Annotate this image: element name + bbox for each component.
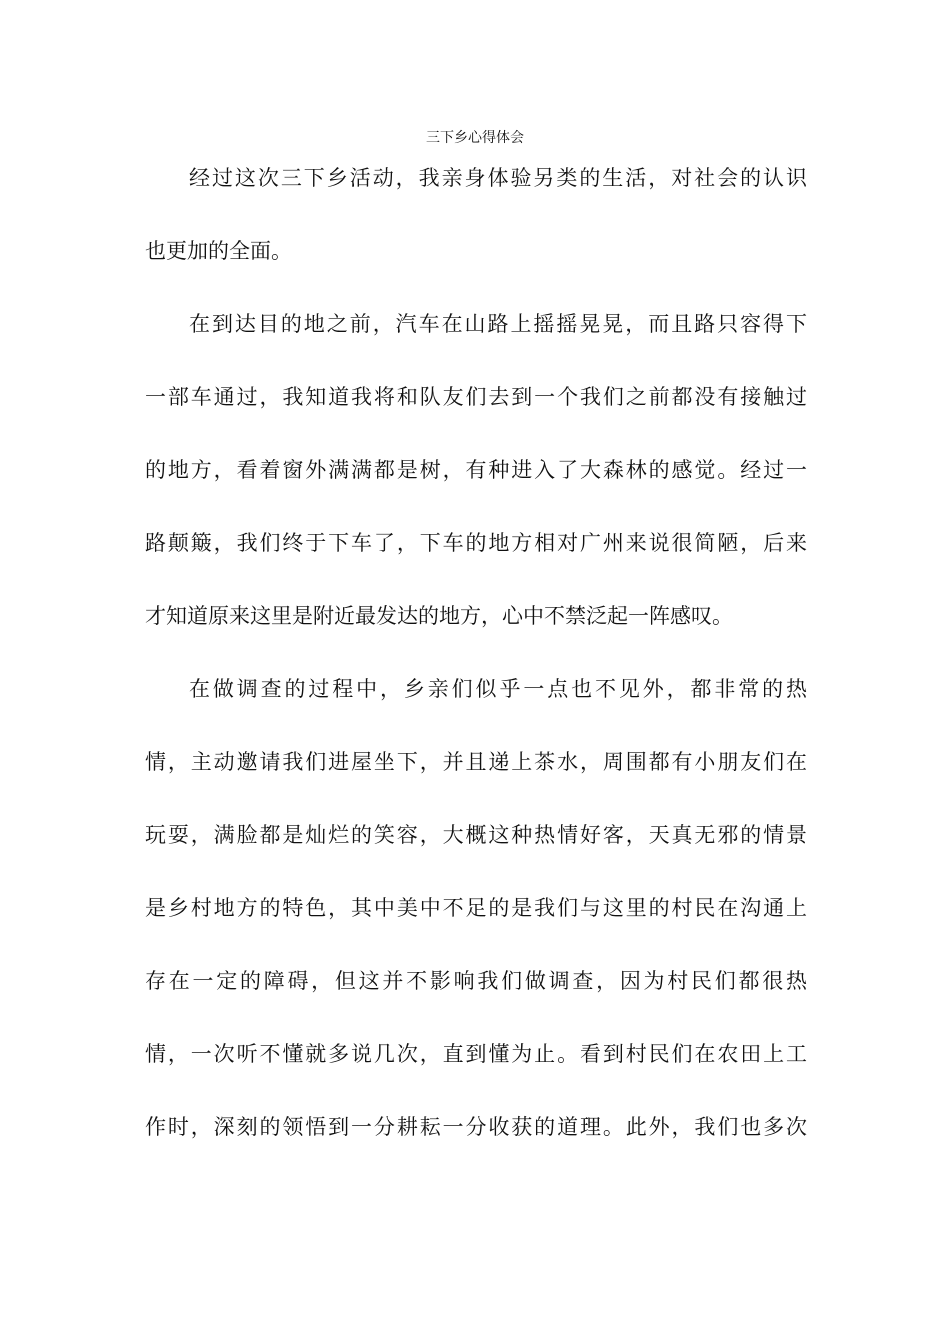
paragraph-3-line-7: 作时，深刻的领悟到一分耕耘一分收获的道理。此外，我们也多次 <box>145 1115 807 1139</box>
paragraph-3-line-3: 玩耍，满脸都是灿烂的笑容，大概这种热情好客，天真无邪的情景 <box>145 823 807 847</box>
paragraph-2-line-1: 在到达目的地之前，汽车在山路上摇摇晃晃，而且路只容得下 <box>189 312 807 336</box>
paragraph-2-line-3: 的地方，看着窗外满满都是树，有种进入了大森林的感觉。经过一 <box>145 458 807 482</box>
paragraph-3-line-6: 情，一次听不懂就多说几次，直到懂为止。看到村民们在农田上工 <box>145 1042 807 1066</box>
paragraph-2-line-5: 才知道原来这里是附近最发达的地方，心中不禁泛起一阵感叹。 <box>145 604 733 628</box>
paragraph-3-line-5: 存在一定的障碍，但这并不影响我们做调查，因为村民们都很热 <box>145 969 807 993</box>
paragraph-3-line-1: 在做调查的过程中，乡亲们似乎一点也不见外，都非常的热 <box>189 677 807 701</box>
paragraph-2-line-4: 路颠簸，我们终于下车了，下车的地方相对广州来说很简陋，后来 <box>145 531 807 555</box>
paragraph-3-line-4: 是乡村地方的特色，其中美中不足的是我们与这里的村民在沟通上 <box>145 896 807 920</box>
document-title: 三下乡心得体会 <box>426 130 524 146</box>
document-body <box>145 156 807 1178</box>
paragraph-1-line-1: 经过这次三下乡活动，我亲身体验另类的生活，对社会的认识 <box>189 166 807 190</box>
paragraph-1-line-2: 也更加的全面。 <box>145 239 292 263</box>
paragraph-3-line-2: 情，主动邀请我们进屋坐下，并且递上茶水，周围都有小朋友们在 <box>145 750 807 774</box>
paragraph-2-line-2: 一部车通过，我知道我将和队友们去到一个我们之前都没有接触过 <box>145 385 807 409</box>
